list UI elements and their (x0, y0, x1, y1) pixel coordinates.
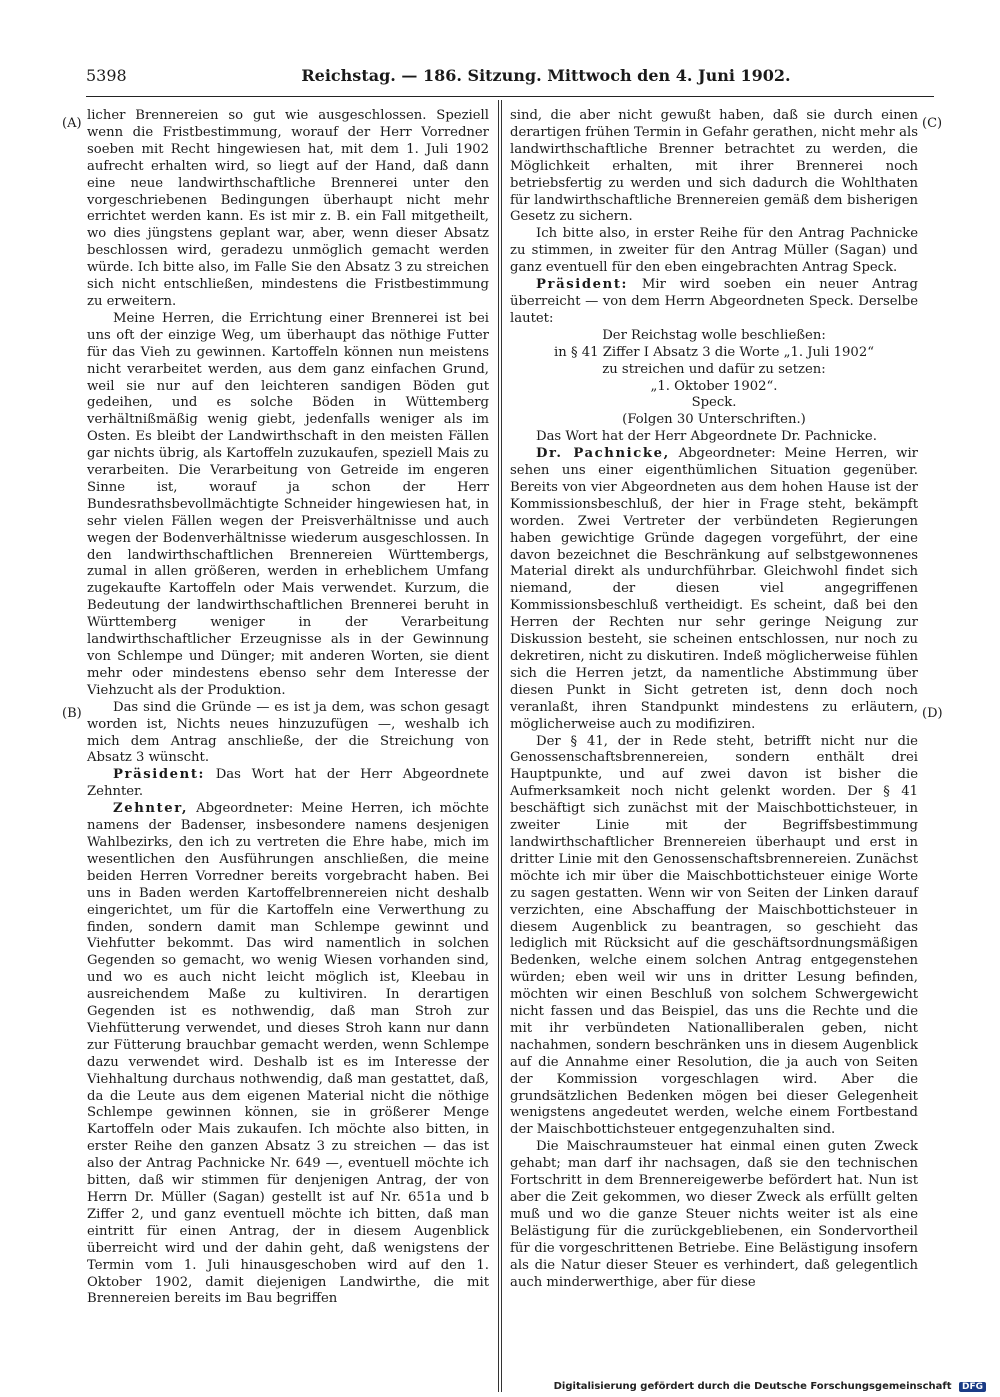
paragraph: Der § 41, der in Rede steht, betrifft nicht nur die Genossenschaftsbrennereien, sondern enthält drei Hauptpunkte, und auf zwei davon ist bisher die Aufmerksamkeit noch nicht gelenkt worden. Der § 41 beschäftigt sich zunächst mit der Maischbottichsteuer, in zweiter Linie mit der Begriffsbestimmung landwirthschaftlicher Brennereien überhaupt und erst in dritter Linie mit den Genossenschaftsbrennereien. Zunächst möchte ich mir über die Maischbottichsteuer einige Worte zu sagen gestatten. Wenn wir von Seiten der Linken darauf verzichten, eine Abschaffung der Maischbottichsteuer in diesem Augenblick zu beantragen, so geschieht das lediglich mit Rücksicht auf die geschäftsordnungsmäßigen Bedenken, welche einem solchen Antrag entgegenstehen würden; eben weil wir uns in dritter Lesung befinden, möchten wir einen Beschluß von solchem Schwergewicht nicht fassen und das Beispiel, das uns die Rechte und die mit ihr verbündeten Nationalliberalen geben, nicht nachahmen, sondern beschränken uns in diesem Augenblick auf die Annahme einer Resolution, die ja auch von Seiten der Kommission vorgeschlagen wird. Aber die grundsätzlichen Bedenken mögen bei dieser Gelegenheit wenigstens angedeutet werden, welche einem Fortbestand der Maischbottichsteuer entgegenzuhalten sind. (510, 733, 918, 1138)
paragraph (87, 767, 489, 801)
motion-signatures-note: (Folgen 30 Unterschriften.) (622, 412, 806, 428)
speech-text: Mir wird soeben ein neuer Antrag überreicht — von dem Herrn Abgeordneten Speck. Derselbe lautet: (510, 277, 918, 326)
column-divider (498, 100, 502, 1392)
paragraph: sind, die aber nicht gewußt haben, daß sie durch einen derartigen frühen Termin in Gefahr gerathen, nicht mehr als landwirthschaftliche Brenner betrachtet zu werden, die Möglichkeit erhalten, mit ihrer Brennerei noch betriebsfertig zu werden und sich dadurch die Wohlthaten für landwirthschaftliche Brennereien gemäß dem bisherigen Gesetz zu sichern. (510, 108, 918, 225)
dfg-logo: DFG (959, 1382, 986, 1392)
paragraph: Das sind die Gründe — es ist ja dem, was schon gesagt worden ist, Nichts neues hinzuzufügen —, weshalb ich mich dem Antrag anschließe, der die Streichung von Absatz 3 wünscht. (87, 699, 489, 766)
paragraph: Die Maischraumsteuer hat einmal einen guten Zweck gehabt; man darf ihr nachsagen, daß sie den technischen Fortschritt in dem Brennereigewerbe befördert hat. Nun ist aber die Zeit gekommen, wo dieser Zweck als erfüllt gelten muß und wo die ganze Steuer nichts weiter ist als eine Belästigung für die zurückgebliebenen, ein Sondervortheil für die vorgeschrittenen Betriebe. Eine Belästigung insofern als die Natur dieser Steuer es verhindert, daß gelegentlich auch minderwerthige, aber für diese (510, 1139, 918, 1290)
page-number: 5398 (86, 66, 127, 85)
margin-marker-d: (D) (922, 706, 943, 721)
header-rule (86, 96, 934, 97)
speaker-name: Präsident: (113, 767, 206, 783)
paragraph (510, 446, 918, 733)
speaker-name: Präsident: (536, 277, 629, 293)
margin-marker-a: (A) (62, 116, 82, 131)
right-column (510, 108, 918, 1291)
motion-signature: Speck. (691, 395, 737, 411)
paragraph (87, 801, 489, 1308)
digitization-credit (554, 1381, 986, 1392)
paragraph: Das Wort hat der Herr Abgeordnete Dr. Pachnicke. (536, 429, 877, 445)
motion-line: „1. Oktober 1902“. (650, 378, 778, 394)
motion-line: zu streichen und dafür zu setzen: (602, 361, 826, 377)
paragraph: Meine Herren, die Errichtung einer Brennerei ist bei uns oft der einzige Weg, um überhaupt das nöthige Futter für das Vieh zu gewinnen. Kartoffeln können nun meistens nicht verarbeitet werden, aus dem ganz einfachen Grund, weil sie nur auf den leichteren sandigen Böden gut gedeihen, und es solche Böden in Wüttemberg verhältnißmäßig wenig giebt, jedenfalls weniger als im Osten. Es bleibt der Landwirthschaft in den meisten Fällen gar nichts übrig, als Kartoffeln zuzukaufen, speziell Mais zu verarbeiten. Die Verarbeitung von Getreide im engeren Sinne ist, worauf ja schon der Herr Bundesrathsbevollmächtigte Schneider hingewiesen hat, in sehr vielen Fällen wegen der Preisverhältnisse und auch wegen der Bodenverhältnisse wiederum ausgeschlossen. In den landwirthschaftlichen Brennereien Württembergs, zumal in allen größeren, werden in erheblichem Umfang zugekaufte Kartoffeln oder Mais verwendet. Kurzum, die Bedeutung der landwirthschaftlichen Brennerei beruht in Württemberg weniger in der Verarbeitung landwirthschaftlicher Erzeugnisse als in der Gewinnung von Schlempe und Dünger; mit anderen Worten, sie dient mehr oder mindestens ebenso sehr dem Interesse der Viehzucht als der Produktion. (87, 310, 489, 698)
page-header (86, 62, 934, 90)
speech-text: Abgeordneter: Meine Herren, wir sehen uns einer eigenthümlichen Situation gegenüber. Bereits von vier Abgeordneten aus dem hohen Hause ist der Kommissionsbeschluß, der hier in Frage steht, bekämpft worden. Zwei Vertreter der verbündeten Regierungen haben gewichtige Gründe dagegen vorgeführt, der eine davon bezeichnet die Beschränkung auf selbstgewonnenes Material direkt als undurchführbar. Gleichwohl findet sich niemand, der diesen viel angegriffenen Kommissionsbeschluß vertheidigt. Es scheint, daß bei den Herren der Rechten nur sehr geringe Neigung zur Diskussion besteht, sie scheinen entschlossen, nur noch zu dekretiren, nicht zu diskutiren. Indeß möglicherweise fühlen sich die Herren jetzt, da namentliche Abstimmung über diesen Punkt in Sicht getreten ist, denn doch noch veranlaßt, ihren Standpunkt mindestens zu erläutern, möglicherweise auch zu modifiziren. (510, 446, 918, 732)
paragraph: Ich bitte also, in erster Reihe für den Antrag Pachnicke zu stimmen, in zweiter für den Antrag Müller (Sagan) und ganz eventuell für den eben eingebrachten Antrag Speck. (510, 226, 918, 276)
credit-text: Digitalisierung gefördert durch die Deutsche Forschungsgemeinschaft (553, 1381, 952, 1392)
margin-marker-c: (C) (922, 116, 943, 131)
left-column (87, 108, 489, 1308)
speaker-name: Zehnter, (113, 801, 189, 817)
motion-line: Der Reichstag wolle beschließen: (602, 327, 826, 343)
running-head: Reichstag. — 186. Sitzung. Mittwoch den 4. Juni 1902. (301, 66, 791, 85)
paragraph (510, 277, 918, 328)
motion-line: in § 41 Ziffer I Absatz 3 die Worte „1. Juli 1902“ (554, 344, 874, 360)
paragraph: licher Brennereien so gut wie ausgeschlossen. Speziell wenn die Fristbestimmung, worauf der Herr Vorredner soeben mit Recht hingewiesen hat, mit dem 1. Juli 1902 aufrecht erhalten wird, so liegt auf der Hand, daß dann eine neue landwirthschaftliche Brennerei unter den vorgeschriebenen Bedingungen überhaupt nicht mehr errichtet werden kann. Es ist mir z. B. ein Fall mitgetheilt, wo dies jüngstens geplant war, aber, wenn dieser Absatz beschlossen wird, geradezu unmöglich gemacht werden würde. Ich bitte also, im Falle Sie den Absatz 3 zu streichen sich nicht entschließen, mindestens die Fristbestimmung zu erweitern. (87, 108, 489, 309)
speech-text: Das Wort hat der Herr Abgeordnete Zehnter. (87, 767, 489, 800)
margin-marker-b: (B) (62, 706, 82, 721)
speaker-name: Dr. Pachnicke, (536, 446, 670, 462)
speech-text: Abgeordneter: Meine Herren, ich möchte namens der Badenser, insbesondere namens desjenigen Wahlbezirks, den ich zu vertreten die Ehre habe, mich im wesentlichen den Ausführungen anschließen, die meine beiden Herren Vorredner bereits vorgebracht haben. Bei uns in Baden werden Kartoffelbrennereien nicht deshalb eingerichtet, um für die Kartoffeln eine Verwerthung zu finden, sondern damit man Schlempe gewinnt und Viehfutter bekommt. Das wird namentlich in solchen Gegenden so gemacht, wo wenig Wiesen vorhanden sind, und wo es auch nicht leicht möglich ist, Kleebau in ausreichendem Maße zu kultiviren. In derartigen Gegenden ist es nothwendig, daß man Stroh zur Viehfütterung verwendet, und dieses Stroh kann nur dann zur Fütterung brauchbar gemacht werden, wenn Schlempe dazu verwendet wird. Deshalb ist es im Interesse der Viehhaltung durchaus nothwendig, daß man gestattet, daß, da die Leute aus dem eigenen Material nicht die nöthige Schlempe gewinnen können, sie in größerer Menge Kartoffeln oder Mais zukaufen. Ich möchte also bitten, in erster Reihe den ganzen Absatz 3 zu streichen — das ist also der Antrag Pachnicke Nr. 649 —, eventuell möchte ich bitten, daß wir stimmen für denjenigen Antrag, der von Herrn Dr. Müller (Sagan) gestellt ist auf Nr. 651a und b Ziffer 2, und ganz eventuell möchte ich bitten, daß man eintritt für einen Antrag, der in diesem Augenblick überreicht wird und der dahin geht, daß wenigstens der Termin vom 1. Juli hinausgeschoben wird auf den 1. Oktober 1902, damit diejenigen Landwirthe, die mit Brennereien bereits im Bau begriffen (87, 801, 489, 1307)
